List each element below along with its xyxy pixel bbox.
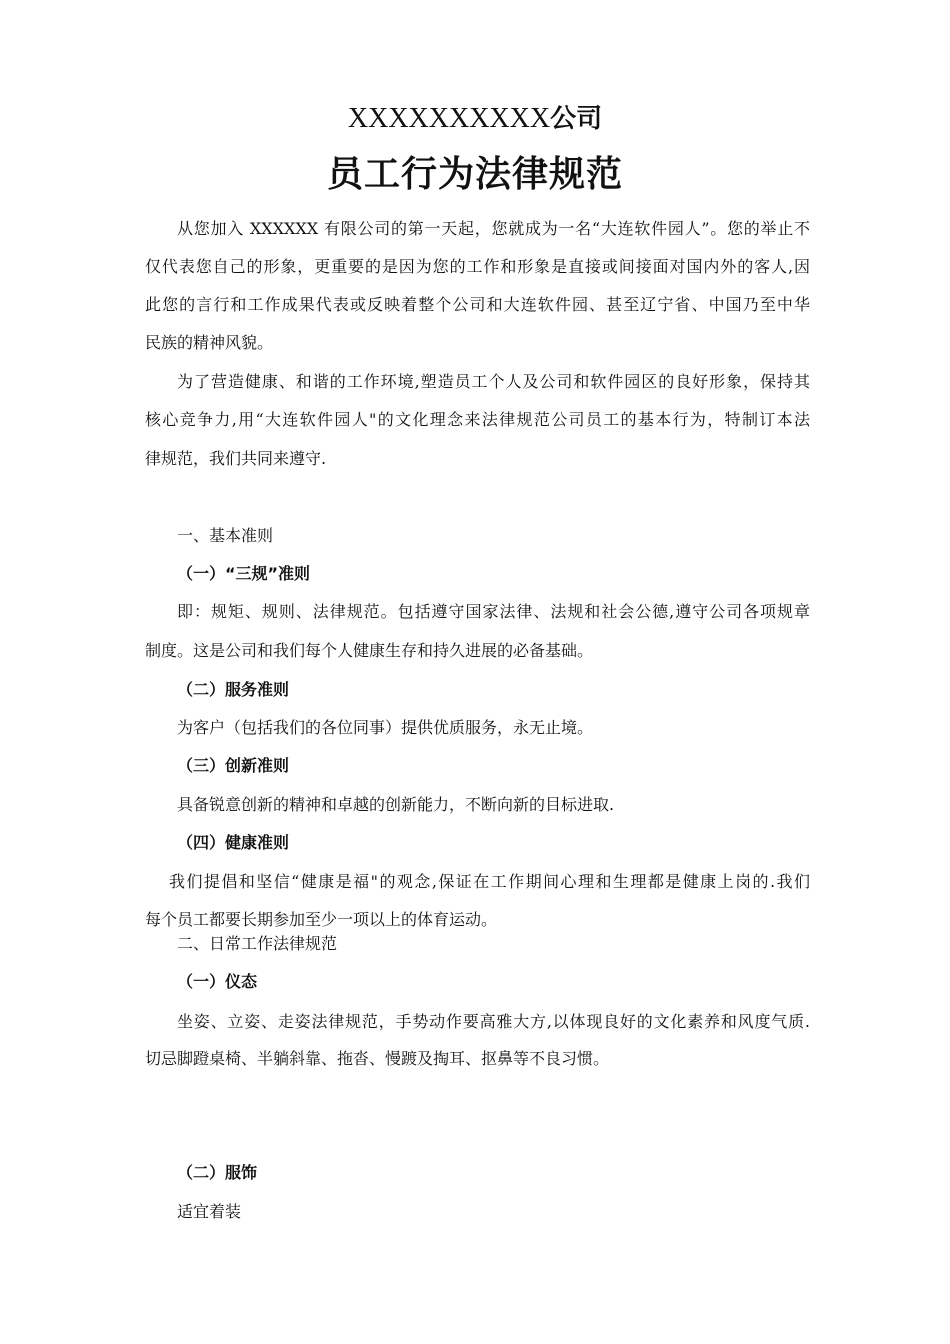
subsection-heading: （四）健康准则 xyxy=(177,833,290,852)
paragraph-line: 从您加入 XXXXXX 有限公司的第一天起，您就成为一名“大连软件园人”。您的举止不 xyxy=(177,219,810,238)
subsection-heading: （二）服务准则 xyxy=(177,680,290,699)
paragraph-line: 制度。这是公司和我们每个人健康生存和持久进展的必备基础。 xyxy=(145,641,594,660)
company-name xyxy=(0,98,950,135)
paragraph-line: 律规范，我们共同来遵守. xyxy=(145,449,327,468)
paragraph-line: 即：规矩、规则、法律规范。包括遵守国家法律、法规和社会公德,遵守公司各项规章 xyxy=(177,602,810,621)
paragraph-line: 每个员工都要长期参加至少一项以上的体育运动。 xyxy=(145,910,498,929)
paragraph-line: 坐姿、立姿、走姿法律规范，手势动作要高雅大方,以体现良好的文化素养和风度气质. xyxy=(177,1012,810,1031)
document-title: 员工行为法律规范 xyxy=(326,154,623,195)
section-heading: 一、基本准则 xyxy=(177,526,274,545)
paragraph-line: 切忌脚蹬桌椅、半躺斜靠、拖沓、慢踱及掏耳、抠鼻等不良习惯。 xyxy=(145,1049,610,1068)
paragraph-line: 仅代表您自己的形象，更重要的是因为您的工作和形象是直接或间接面对国内外的客人,因 xyxy=(145,257,810,276)
subsection-heading: （三）创新准则 xyxy=(177,756,290,775)
company-placeholder: XXXXXXXXXX xyxy=(347,103,551,134)
paragraph-line: 此您的言行和工作成果代表或反映着整个公司和大连软件园、甚至辽宁省、中国乃至中华 xyxy=(145,295,810,314)
paragraph-line: 适宜着装 xyxy=(177,1202,242,1221)
paragraph-line: 为了营造健康、和谐的工作环境,塑造员工个人及公司和软件园区的良好形象，保持其 xyxy=(177,372,810,391)
paragraph-line: 为客户（包括我们的各位同事）提供优质服务，永无止境。 xyxy=(177,718,594,737)
subsection-heading: （二）服饰 xyxy=(177,1163,258,1182)
paragraph-line: 我们提倡和坚信“健康是福"的观念,保证在工作期间心理和生理都是健康上岗的.我们 xyxy=(169,872,810,891)
paragraph-line: 核心竞争力,用“大连软件园人"的文化理念来法律规范公司员工的基本行为，特制订本法 xyxy=(145,410,810,429)
paragraph-line: 具备锐意创新的精神和卓越的创新能力，不断向新的目标进取. xyxy=(177,795,615,814)
company-suffix: 公司 xyxy=(550,104,603,134)
section-heading: 二、日常工作法律规范 xyxy=(177,934,338,953)
subsection-heading: （一）仪态 xyxy=(177,972,258,991)
subsection-heading: （一）“三规”准则 xyxy=(177,564,311,583)
paragraph-line: 民族的精神风貌。 xyxy=(145,333,274,352)
